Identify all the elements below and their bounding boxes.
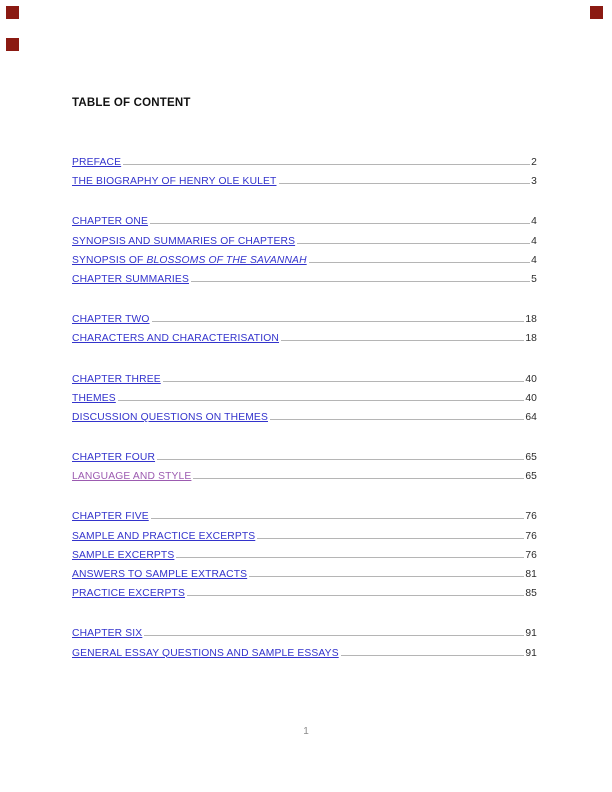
toc-entry-page: 4 bbox=[531, 216, 537, 228]
leader-line bbox=[118, 400, 525, 401]
toc-entry[interactable] bbox=[72, 236, 537, 255]
toc-entry-page: 64 bbox=[525, 411, 537, 423]
toc-entry-label: CHARACTERS AND CHARACTERISATION bbox=[72, 333, 279, 345]
leader-line bbox=[309, 262, 531, 263]
toc-entry-label: CHAPTER ONE bbox=[72, 216, 149, 228]
toc-entry[interactable] bbox=[72, 648, 537, 667]
toc-entry[interactable] bbox=[72, 157, 537, 176]
leader-line bbox=[176, 557, 524, 558]
toc-entry-label: CHAPTER TWO bbox=[72, 314, 150, 326]
leader-line bbox=[249, 576, 524, 577]
toc-entry-page: 76 bbox=[525, 530, 537, 542]
toc-entry-label: DISCUSSION QUESTIONS ON THEMES bbox=[72, 411, 268, 423]
toc-entry[interactable] bbox=[72, 531, 537, 550]
toc-entry[interactable] bbox=[72, 588, 537, 607]
toc-entry-page: 85 bbox=[525, 588, 537, 600]
leader-line bbox=[187, 595, 524, 596]
toc-entry-page: 5 bbox=[531, 273, 537, 285]
toc-entry[interactable] bbox=[72, 333, 537, 352]
page-title: TABLE OF CONTENT bbox=[72, 97, 191, 109]
toc-section bbox=[72, 157, 537, 195]
toc-entry-label: SAMPLE AND PRACTICE EXCERPTS bbox=[72, 530, 256, 542]
toc-entry[interactable] bbox=[72, 628, 537, 647]
toc-entry-page: 3 bbox=[531, 176, 537, 188]
toc-entry-label: SYNOPSIS OF BLOSSOMS OF THE SAVANNAH bbox=[72, 254, 307, 266]
toc-entry[interactable] bbox=[72, 374, 537, 393]
toc-entry-page: 81 bbox=[525, 569, 537, 580]
toc-entry-page: 40 bbox=[525, 392, 537, 404]
toc-entry-label: SAMPLE EXCERPTS bbox=[72, 549, 175, 561]
toc-entry-page: 76 bbox=[525, 549, 537, 561]
corner-mark-left bbox=[6, 38, 19, 51]
toc-entry-page: 91 bbox=[525, 647, 537, 659]
corner-mark-top-left bbox=[6, 6, 19, 19]
leader-line bbox=[281, 340, 524, 341]
leader-line bbox=[270, 419, 524, 420]
toc-entry[interactable] bbox=[72, 569, 537, 588]
toc-entry[interactable] bbox=[72, 471, 537, 490]
leader-line bbox=[279, 183, 531, 184]
toc-entry-page: 4 bbox=[531, 254, 537, 266]
toc-entry-label-italic: BLOSSOMS OF THE SAVANNAH bbox=[146, 254, 307, 266]
leader-line bbox=[297, 243, 530, 244]
leader-line bbox=[123, 164, 530, 165]
toc-entry-label: SYNOPSIS AND SUMMARIES OF CHAPTERS bbox=[72, 235, 296, 247]
leader-line bbox=[150, 223, 530, 224]
leader-line bbox=[163, 381, 525, 382]
toc-entry-page: 4 bbox=[531, 235, 537, 247]
toc-entry-label: ANSWERS TO SAMPLE EXTRACTS bbox=[72, 569, 248, 580]
toc-entry[interactable] bbox=[72, 314, 537, 333]
toc-section bbox=[72, 314, 537, 352]
toc-section bbox=[72, 511, 537, 607]
toc-entry-label: CHAPTER THREE bbox=[72, 373, 161, 385]
toc-entry-page: 65 bbox=[525, 452, 537, 464]
toc-entry-page: 40 bbox=[525, 373, 537, 385]
toc-entry-page: 91 bbox=[525, 628, 537, 640]
toc-entry-label: CHAPTER SUMMARIES bbox=[72, 273, 189, 285]
toc-entry-label: LANGUAGE AND STYLE bbox=[72, 471, 192, 483]
toc-entry[interactable] bbox=[72, 255, 537, 274]
toc-entry-label: CHAPTER FIVE bbox=[72, 511, 149, 523]
corner-mark-top-right bbox=[590, 6, 603, 19]
toc-section bbox=[72, 452, 537, 490]
toc-content bbox=[72, 96, 537, 667]
toc-entry[interactable] bbox=[72, 216, 537, 235]
toc-entry[interactable] bbox=[72, 511, 537, 530]
leader-line bbox=[257, 538, 524, 539]
toc-entry-label: CHAPTER FOUR bbox=[72, 452, 156, 464]
toc-entry-page: 18 bbox=[525, 333, 537, 345]
toc-entry[interactable] bbox=[72, 393, 537, 412]
leader-line bbox=[341, 655, 525, 656]
toc-section bbox=[72, 628, 537, 666]
toc-entry[interactable] bbox=[72, 412, 537, 431]
toc-entry-page: 18 bbox=[525, 314, 537, 326]
toc-section bbox=[72, 374, 537, 432]
toc-entry-page: 65 bbox=[525, 471, 537, 483]
footer-page-number: 1 bbox=[303, 726, 309, 737]
toc-section bbox=[72, 216, 537, 293]
toc-entry-page: 2 bbox=[531, 157, 537, 168]
toc-entry-label: GENERAL ESSAY QUESTIONS AND SAMPLE ESSAYS bbox=[72, 647, 339, 659]
toc-entry-label: PREFACE bbox=[72, 157, 122, 168]
leader-line bbox=[193, 478, 524, 479]
leader-line bbox=[191, 281, 530, 282]
leader-line bbox=[152, 321, 525, 322]
toc-entry-label: CHAPTER SIX bbox=[72, 628, 143, 640]
leader-line bbox=[157, 459, 524, 460]
leader-line bbox=[151, 518, 525, 519]
toc-list bbox=[72, 157, 537, 667]
toc-entry[interactable] bbox=[72, 550, 537, 569]
toc-entry-label: THEMES bbox=[72, 392, 116, 404]
toc-entry[interactable] bbox=[72, 452, 537, 471]
toc-entry-label: PRACTICE EXCERPTS bbox=[72, 588, 185, 600]
toc-entry[interactable] bbox=[72, 176, 537, 195]
leader-line bbox=[144, 635, 524, 636]
toc-entry-label: THE BIOGRAPHY OF HENRY OLE KULET bbox=[72, 176, 277, 188]
toc-entry-page: 76 bbox=[525, 511, 537, 523]
toc-entry[interactable] bbox=[72, 274, 537, 293]
